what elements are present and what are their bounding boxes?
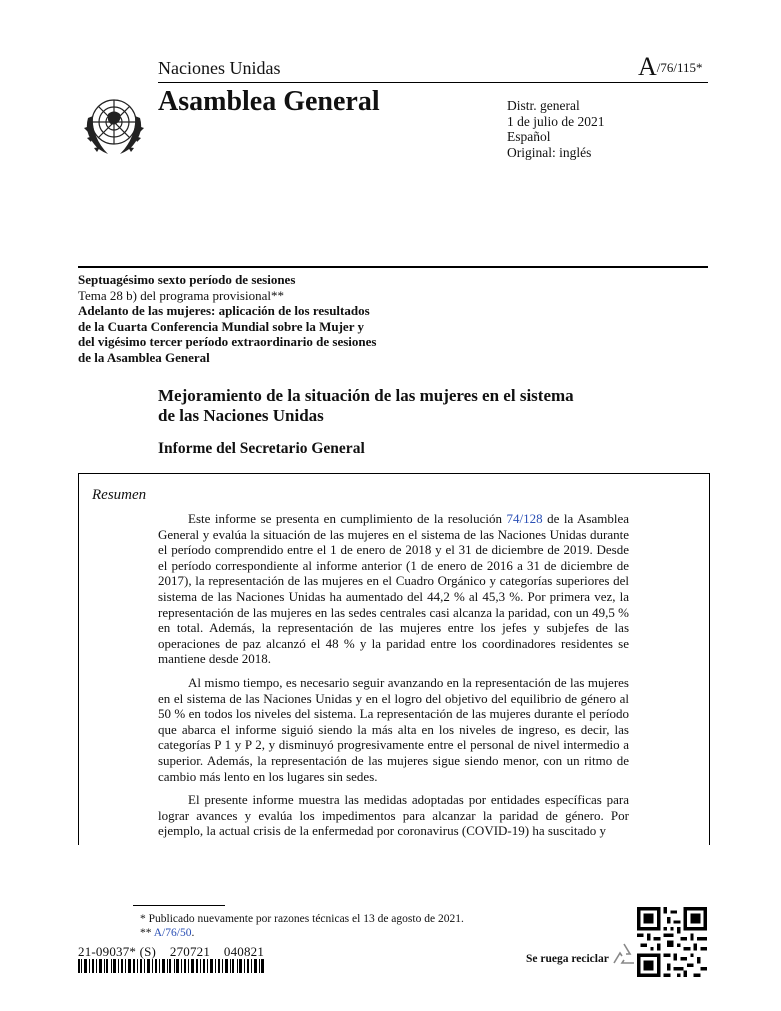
agenda-title-line: de la Asamblea General <box>78 349 210 365</box>
agenda-item: Tema 28 b) del programa provisional** <box>78 287 284 303</box>
session-name: Septuagésimo sexto período de sesiones <box>78 272 296 287</box>
distribution-date: 1 de julio de 2021 <box>507 113 605 129</box>
summary-heading: Resumen <box>92 487 147 503</box>
summary-text <box>158 511 629 847</box>
footnote-2: ** A/76/50. <box>140 927 195 939</box>
summary-paragraph-2: Al mismo tiempo, es necesario seguir avanzando en la representación de las mujeres en el sistema de las Naciones Unidas y en el logro del objetivo del equilibrio de género al 50 % en todos los niveles del sistema. La representación de las mujeres durante el período que abarca el informe siguió siendo la más alta en los niveles de ingreso, es decir, las categorías P 1 y P 2, y disminuyó progresivamente entre el personal de nivel intermedio a superior. Además, la representación de las mujeres sigue siendo menor, con un ritmo de cambio más lento en los lugares sin sedes. <box>158 674 629 784</box>
summary-paragraph-1: Este informe se presenta en cumplimiento de la resolución 74/128 de la Asamblea General y evalúa la situación de las mujeres en el sistema de las Naciones Unidas durante el período comprendido entre el 1 de enero de 2018 y el 31 de diciembre de 2019. Desde el período correspondiente al informe anterior (1 de enero de 2016 a 31 de diciembre de 2017), la representación de las mujeres en el Cuadro Orgánico y categorías superiores del sistema de las Naciones Unidas ha aumentado del 44,2 % al 45,3 %. Por primera vez, la representación de las mujeres en las sedes centrales casi alcanza la paridad, con un 49,5 % en total. Además, la representación de las mujeres entre los jefes y subjefes de las operaciones de paz alcanzó el 48 % y la paridad entre los coordinadores residentes se mantiene desde 2018. <box>158 511 629 667</box>
recycle-label: Se ruega reciclar <box>526 953 609 965</box>
un-emblem-icon <box>78 88 150 160</box>
agenda-title-line: de la Cuarta Conferencia Mundial sobre la Mujer y <box>78 318 364 334</box>
resolution-link[interactable]: 74/128 <box>506 511 543 526</box>
document-number: 21-09037* (S) 270721 040821 <box>78 944 265 959</box>
organization-name: Naciones Unidas <box>158 58 281 78</box>
distribution-info <box>507 98 605 160</box>
distribution-language: Español <box>507 129 551 144</box>
agenda-title-line: del vigésimo tercer período extraordinario de sesiones <box>78 334 377 349</box>
footnote-1: * Publicado nuevamente por razones técnicas el 13 de agosto de 2021. <box>140 913 464 925</box>
header-rule <box>158 82 708 83</box>
agenda-title-line: Adelanto de las mujeres: aplicación de los resultados <box>78 303 370 318</box>
session-block <box>78 272 408 365</box>
qr-code-icon <box>637 907 707 977</box>
agenda-document-link[interactable]: A/76/50 <box>153 927 192 939</box>
recycle-icon <box>610 941 638 969</box>
section-rule <box>78 266 708 268</box>
report-subtitle: Informe del Secretario General <box>158 440 365 457</box>
report-title: Mejoramiento de la situación de las mujeres en el sistema de las Naciones Unidas <box>158 386 574 425</box>
barcode-icon <box>78 959 264 973</box>
original-language: Original: inglés <box>507 144 592 160</box>
footnote-rule <box>133 905 225 906</box>
distribution-type: Distr. general <box>507 98 580 113</box>
body-name: Asamblea General <box>158 86 380 117</box>
summary-paragraph-3: El presente informe muestra las medidas adoptadas por entidades específicas para lograr avances y evalúa los impedimentos para alcanzar la paridad de género. Por ejemplo, la actual crisis de la enfermedad por coronavirus (COVID-19) ha suscitado y <box>158 792 629 839</box>
document-symbol: A/76/115* <box>638 52 703 81</box>
